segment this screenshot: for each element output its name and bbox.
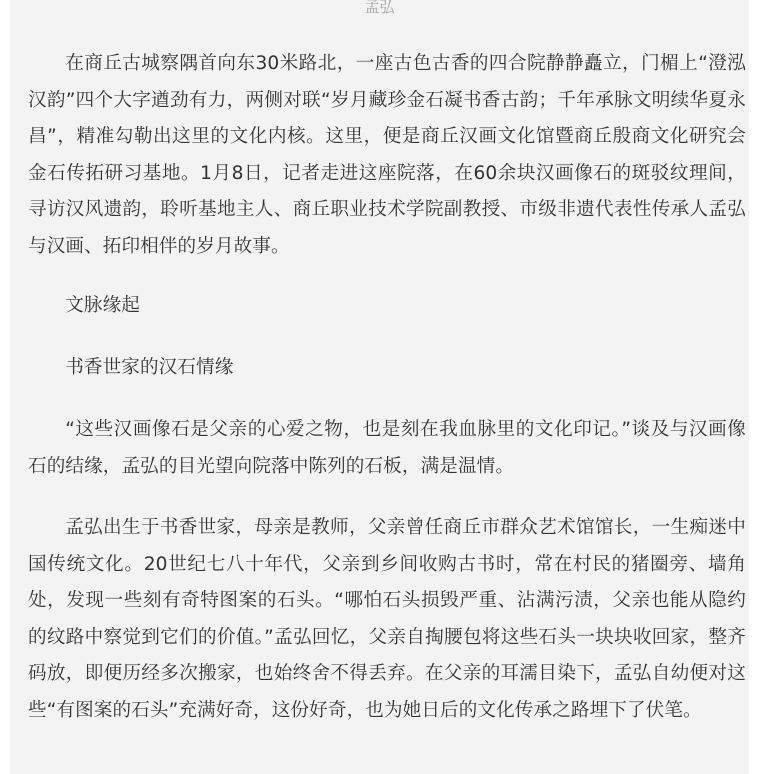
article-page [10,0,749,774]
intro-paragraph: 在商丘古城察隅首向东30米路北，一座古色古香的四合院静静矗立，门楣上“澄泓汉韵”四个大字遒劲有力，两侧对联“岁月藏珍金石凝书香古韵；千年承脉文明续华夏永昌”，精准勾勒出这里的文化内核。这里，便是商丘汉画文化馆暨商丘殷商文化研究会金石传拓研习基地。1月8日，记者走进这座院落，在60余块汉画像石的斑驳纹理间，寻访汉风遗韵，聆听基地主人、商丘职业技术学院副教授、市级非遗代表性传承人孟弘与汉画、拓印相伴的岁月故事。 [28,53,746,257]
section-subheading: 书香世家的汉石情缘 [65,357,234,378]
background-paragraph: 孟弘出生于书香世家，母亲是教师，父亲曾任商丘市群众艺术馆馆长，一生痴迷中国传统文化。20世纪七八十年代，父亲到乡间收购古书时，常在村民的猪圈旁、墙角处，发现一些刻有奇特图案的石头。“哪怕石头损毁严重、沾满污渍，父亲也能从隐约的纹路中察觉到它们的价值。”孟弘回忆，父亲自掏腰包将这些石头一块块收回家，整齐码放，即便历经多次搬家，也始终舍不得丢弃。在父亲的耳濡目染下，孟弘自幼便对这些“有图案的石头”充满好奇，这份好奇，也为她日后的文化传承之路埋下了伏笔。 [28,517,746,721]
image-caption: 孟弘 [364,0,395,16]
section-heading: 文脉缘起 [65,295,140,316]
quote-paragraph: “这些汉画像石是父亲的心爱之物，也是刻在我血脉里的文化印记。”谈及与汉画像石的结缘，孟弘的目光望向院落中陈列的石板，满是温情。 [28,419,746,477]
